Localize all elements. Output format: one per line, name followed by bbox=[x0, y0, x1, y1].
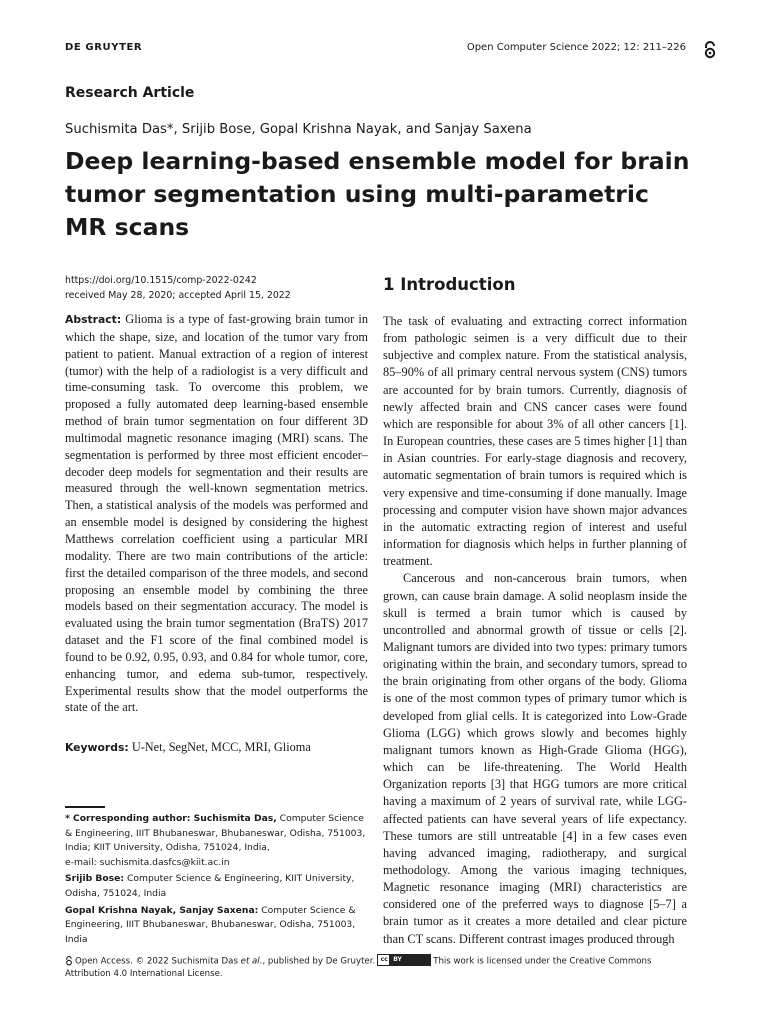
introduction-body bbox=[383, 313, 687, 948]
abstract-label: Abstract: bbox=[65, 313, 122, 326]
nayak-saxena-label: Gopal Krishna Nayak, Sanjay Saxena: bbox=[65, 904, 259, 916]
license-publisher: , published by De Gruyter. bbox=[262, 956, 376, 967]
cc-badge-right: BY bbox=[390, 955, 430, 965]
section-heading-introduction: 1 Introduction bbox=[383, 275, 516, 294]
article-title: Deep learning-based ensemble model for brain tumor segmentation using multi-parametric MR scans bbox=[65, 147, 690, 241]
license-etal: et al. bbox=[237, 956, 263, 967]
keywords bbox=[65, 739, 368, 756]
cc-by-badge[interactable] bbox=[377, 954, 431, 966]
footnote-divider bbox=[65, 806, 105, 808]
bose-affiliation: Computer Science & Engineering, KIIT University, Odisha, 751024, India bbox=[65, 873, 355, 899]
authors: Suchismita Das*, Srijib Bose, Gopal Krishna Nayak, and Sanjay Saxena bbox=[65, 122, 532, 137]
doi-block bbox=[65, 274, 291, 303]
open-access-icon bbox=[703, 41, 717, 59]
open-access-icon bbox=[65, 956, 73, 966]
keywords-label: Keywords: bbox=[65, 741, 129, 754]
abstract bbox=[65, 311, 368, 716]
cc-badge-left: cc bbox=[379, 955, 390, 965]
bose-note bbox=[65, 872, 368, 901]
intro-paragraph: The task of evaluating and extracting correct information from pathologic seimen is a very difficult due to their subjective and complex nature. From the statistical analysis, 85–90% of all primary central nervous system (CNS) tumors are accounted for by brain tumors. Currently, diagnosis of newly affected brain and CNS cancer cases were found which are responsible for about 3% of all other cancers [1]. In European countries, these cases are 5 times higher [1] than in Asian countries. For early-stage diagnosis and recovery, automatic segmentation of brain tumors is required which is very expensive and time-consuming if done manually. Image processing and computer vision have shown major advances in the automatic extracting region of interest and useful information for diagnosis which helps in further planning of treatment. bbox=[383, 314, 687, 569]
journal-info: Open Computer Science 2022; 12: 211–226 bbox=[466, 42, 686, 53]
abstract-text: Glioma is a type of fast-growing brain tumor in which the shape, size, and location of the tumor vary from patient to patient. Manual extraction of a region of interest (tumor) with the help of a radiologist is a very difficult and time-consuming task. To overcome this problem, we proposed a fully automated deep learning-based ensemble method of brain tumor segmentation on four different 3D multimodal magnetic resonance imaging (MRI) scans. The segmentation is performed by three most efficient encoder–decoder deep models for segmentation and their results are measured through the well-known segmentation metrics. Then, a statistical analysis of the models was performed and an ensemble model is designed by considering the highest Matthews correlation coefficient using a particular MRI modality. There are two main contributions of the article: first the detailed comparison of the three models, and second proposing an ensemble model by combining the three models based on their segmentation accuracy. The model is evaluated using the brain tumor segmentation (BraTS) 2017 dataset and the F1 score of the final combined model is found to be 0.92, 0.95, 0.93, and 0.84 for whole tumor, core, enhancing tumor, and edema sub-tumor, respectively. Experimental results show that the model outperforms the state of the art. bbox=[65, 312, 369, 715]
corresponding-author-note bbox=[65, 812, 368, 870]
license-prefix: Open Access. © 2022 Suchismita Das bbox=[75, 956, 238, 967]
license-statement: This work is licensed under the Creative Commons Attribution 4.0 International License. bbox=[65, 956, 652, 979]
license-footer bbox=[65, 955, 695, 981]
article-type: Research Article bbox=[65, 85, 195, 101]
intro-paragraph: Cancerous and non-cancerous brain tumors, when grown, can cause brain damage. A solid neoplasm inside the skull is termed a brain tumor which is caused by uncontrolled and abnormal growth of tissue or cells [2]. Malignant tumors are divided into two types: primary tumors originating within the brain, and secondary tumors, spread to the brain originating from other organs of the body. Glioma is one of the most common types of primary tumor which is developed from glial cells. It is categorized into Low-Grade Glioma (LGG) which grows slowly and becomes highly malignant tumors known as High-Grade Glioma (HGG), which can be life-threatening. The World Health Organization reports [3] that HGG tumors are more critical having a maximum of 2 years of survival rate, while LGG-affected patients can have several years of life expectancy. These tumors are still untreatable [4] in a few cases even having advanced imaging, radiotherapy, and surgical methodology. Among the various imaging techniques, Magnetic resonance imaging (MRI) characteristics are considered one of the preferred ways to diagnose [5–7] a brain tumor as it creates a more detailed and clear picture than CT scans. Different contrast images produced through bbox=[383, 571, 687, 946]
received-dates: received May 28, 2020; accepted April 15, 2022 bbox=[65, 289, 291, 301]
doi-link[interactable]: https://doi.org/10.1515/comp-2022-0242 bbox=[65, 275, 257, 286]
corresponding-email[interactable]: e-mail: suchismita.dasfcs@kiit.ac.in bbox=[65, 856, 230, 868]
author-footnotes bbox=[65, 812, 368, 949]
nayak-saxena-affiliation: Computer Science & Engineering, IIIT Bhubaneswar, Bhubaneswar, Odisha, 751003, India bbox=[65, 904, 356, 945]
bose-label: Srijib Bose: bbox=[65, 873, 125, 885]
nayak-saxena-note bbox=[65, 904, 368, 948]
keywords-text: U-Net, SegNet, MCC, MRI, Glioma bbox=[131, 740, 311, 754]
publisher-name: DE GRUYTER bbox=[65, 42, 143, 53]
corresponding-label: * Corresponding author: Suchismita Das, bbox=[65, 813, 277, 824]
corresponding-affiliation: Computer Science & Engineering, IIIT Bhubaneswar, Bhubaneswar, Odisha, 751003, India; KIIT University, Odisha, 751024, India, bbox=[65, 813, 366, 854]
